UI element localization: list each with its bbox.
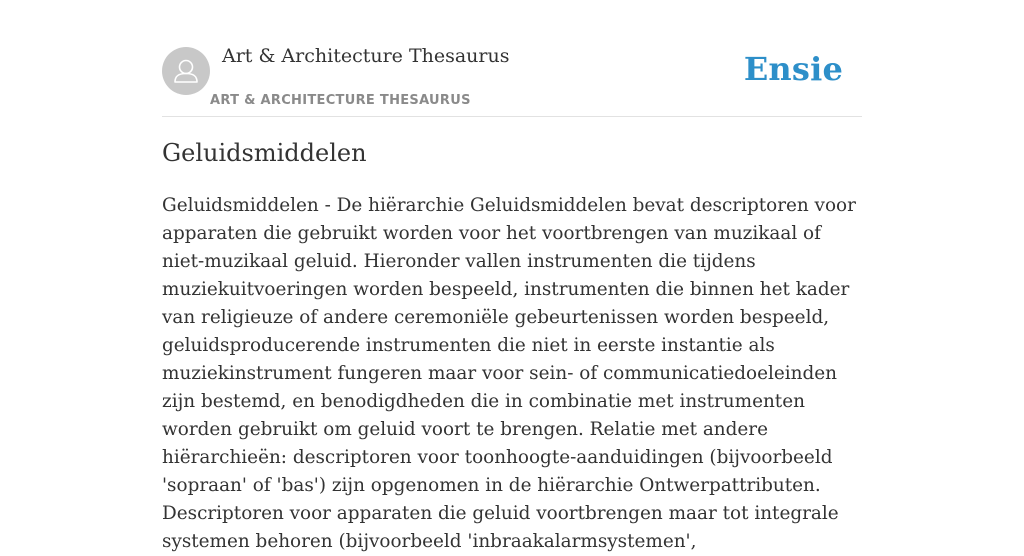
page-title: Geluidsmiddelen bbox=[162, 139, 367, 167]
page-container bbox=[162, 0, 862, 552]
article-body: Geluidsmiddelen - De hiërarchie Geluidsmiddelen bevat descriptoren voor apparaten die gebruikt worden voor het voortbrengen van muzikaal of niet-muzikaal geluid. Hieronder vallen instrumenten die tijdens muziekuitvoeringen worden bespeeld, instrumenten die binnen het kader van religieuze of andere ceremoniële gebeurtenissen worden bespeeld, geluidsproducerende instrumenten die niet in eerste instantie als muziekinstrument fungeren maar voor sein- of communicatiedoeleinden zijn bestemd, en benodigdheden die in combinatie met instrumenten worden gebruikt om geluid voort te brengen. Relatie met andere hiërarchieën: descriptoren voor toonhoogte-aanduidingen (bijvoorbeeld 'sopraan' of 'bas') zijn opgenomen in de hiërarchie Ontwerpattributen. Descriptoren voor apparaten die geluid voortbrengen maar tot integrale systemen behoren (bijvoorbeeld 'inbraakalarmsystemen', bbox=[162, 195, 856, 552]
user-outline-icon bbox=[162, 47, 210, 95]
site-title[interactable]: Art & Architecture Thesaurus bbox=[222, 45, 510, 67]
ensie-logo[interactable]: Ensie bbox=[743, 50, 843, 88]
header bbox=[162, 0, 862, 117]
site-subtitle[interactable]: ART & ARCHITECTURE THESAURUS bbox=[210, 93, 471, 108]
user-avatar-icon[interactable] bbox=[162, 47, 210, 95]
